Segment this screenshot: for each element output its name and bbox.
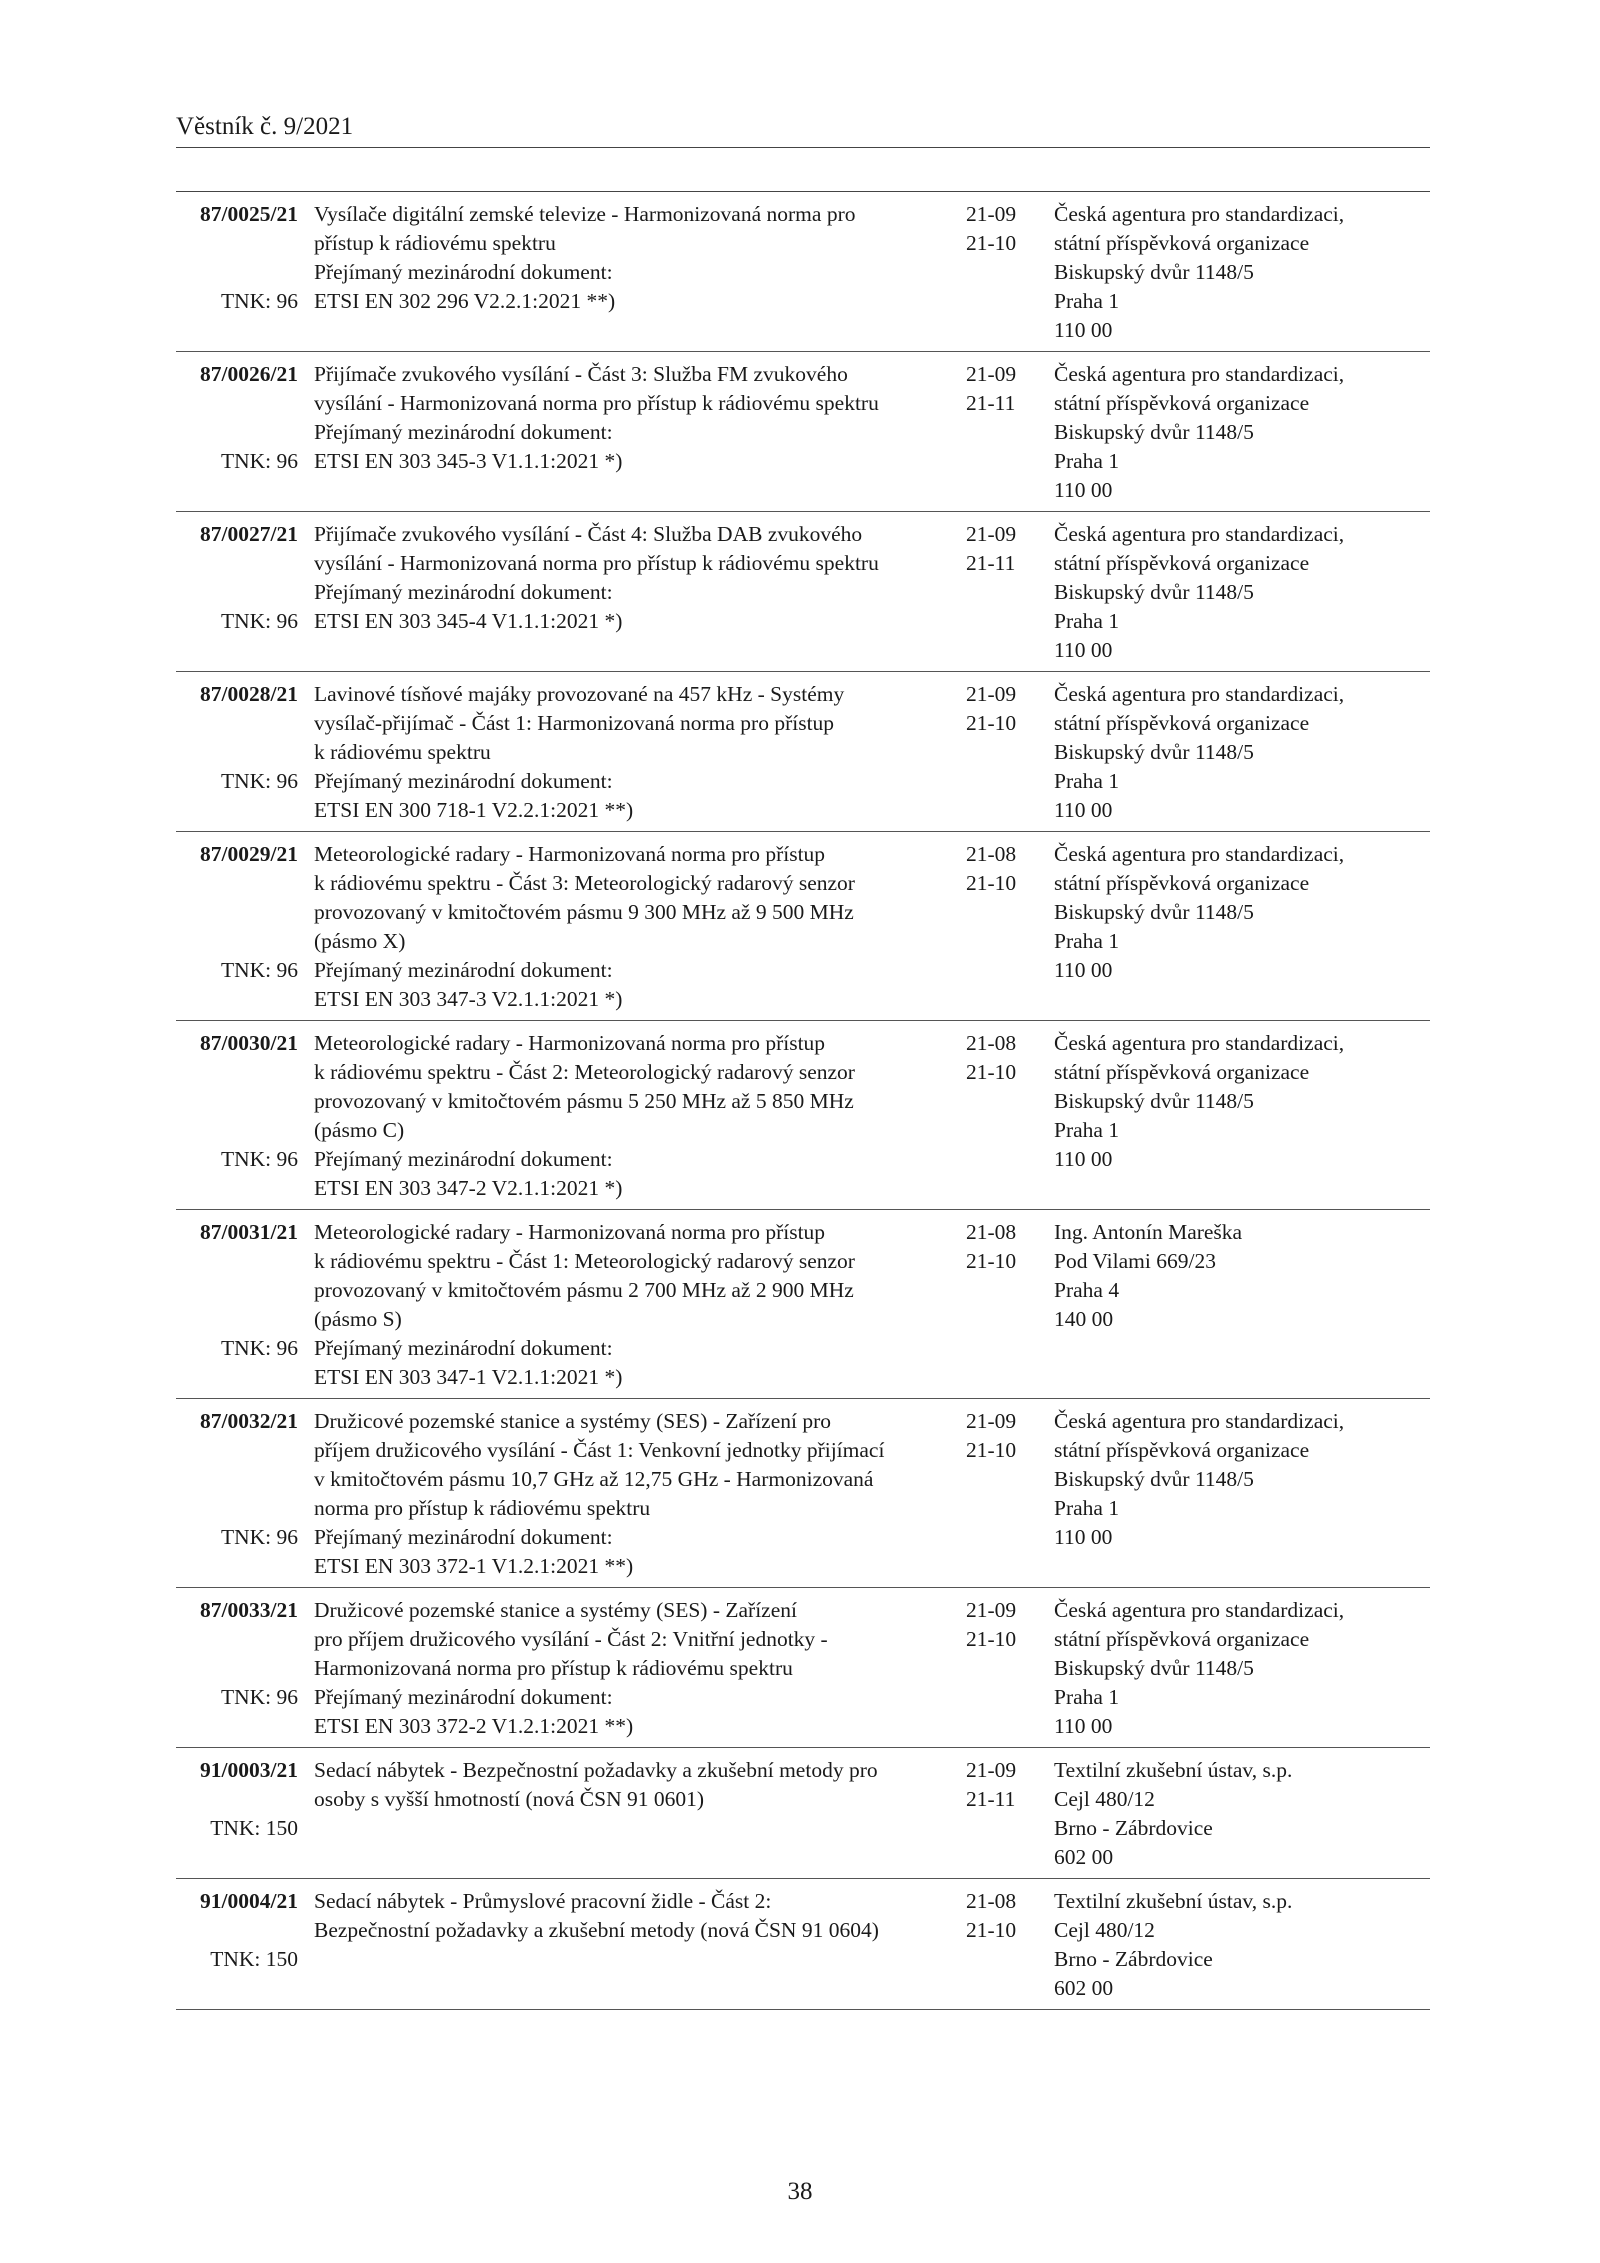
table-row xyxy=(176,832,1430,1021)
address-line: Praha 1 xyxy=(1054,769,1120,793)
norm-title-cell xyxy=(304,1887,963,2003)
norm-title-line: pro příjem družicového vysílání - Část 2: Vnitřní jednotky - xyxy=(314,1627,828,1651)
table-row xyxy=(176,1748,1430,1879)
norm-code: 91/0004/21 xyxy=(200,1889,298,1913)
processor-address-cell xyxy=(1054,1407,1430,1581)
norm-dates-cell xyxy=(963,1029,1054,1203)
processor-address-cell xyxy=(1054,840,1430,1014)
address-line: Biskupský dvůr 1148/5 xyxy=(1054,1467,1254,1491)
norm-title-line: Přejímaný mezinárodní dokument: xyxy=(314,1147,613,1171)
norm-date: 21-10 xyxy=(966,1627,1017,1651)
norm-title-cell xyxy=(304,360,963,505)
norm-title-line: provozovaný v kmitočtovém pásmu 2 700 MHz až 2 900 MHz xyxy=(314,1278,854,1302)
address-line: státní příspěvková organizace xyxy=(1054,551,1310,575)
norm-dates-cell xyxy=(963,680,1054,825)
processor-address-cell xyxy=(1054,1756,1430,1872)
norm-code-cell xyxy=(176,1887,304,2003)
tnk-number: TNK: 96 xyxy=(220,289,298,313)
norm-dates-cell xyxy=(963,1596,1054,1741)
norm-dates-cell xyxy=(963,1407,1054,1581)
norm-title-line: Vysílače digitální zemské televize - Harmonizovaná norma pro xyxy=(314,202,856,226)
address-line: Česká agentura pro standardizaci, xyxy=(1054,522,1345,546)
tnk-number: TNK: 96 xyxy=(220,1685,298,1709)
norm-code: 87/0030/21 xyxy=(200,1031,298,1055)
norm-title-line: Meteorologické radary - Harmonizovaná norma pro přístup xyxy=(314,1220,826,1244)
norm-date: 21-09 xyxy=(966,522,1017,546)
table-row xyxy=(176,672,1430,832)
norm-title-cell xyxy=(304,680,963,825)
norm-title-line: Přejímaný mezinárodní dokument: xyxy=(314,1685,613,1709)
tnk-number: TNK: 96 xyxy=(220,1525,298,1549)
tnk-number: TNK: 96 xyxy=(220,1336,298,1360)
norm-title-line: ETSI EN 303 347-3 V2.1.1:2021 *) xyxy=(314,987,623,1011)
norm-dates-cell xyxy=(963,520,1054,665)
norm-title-line: k rádiovému spektru xyxy=(314,740,491,764)
norm-title-cell xyxy=(304,1218,963,1392)
address-line: Praha 1 xyxy=(1054,1496,1120,1520)
norm-date: 21-11 xyxy=(966,1787,1016,1811)
norm-code-cell xyxy=(176,1218,304,1392)
norm-title-line: Meteorologické radary - Harmonizovaná norma pro přístup xyxy=(314,1031,826,1055)
norm-date: 21-09 xyxy=(966,1598,1017,1622)
norm-title-cell xyxy=(304,1407,963,1581)
address-line: Česká agentura pro standardizaci, xyxy=(1054,682,1345,706)
processor-address-cell xyxy=(1054,1887,1430,2003)
norm-title-cell xyxy=(304,200,963,345)
address-line: Praha 1 xyxy=(1054,449,1120,473)
norm-dates-cell xyxy=(963,840,1054,1014)
address-line: Brno - Zábrdovice xyxy=(1054,1947,1213,1971)
address-line: státní příspěvková organizace xyxy=(1054,871,1310,895)
address-line: Biskupský dvůr 1148/5 xyxy=(1054,900,1254,924)
norm-title-line: ETSI EN 303 372-2 V1.2.1:2021 **) xyxy=(314,1714,634,1738)
address-line: státní příspěvková organizace xyxy=(1054,711,1310,735)
norm-date: 21-08 xyxy=(966,1031,1017,1055)
table-row xyxy=(176,192,1430,352)
norm-date: 21-09 xyxy=(966,362,1017,386)
address-line: Česká agentura pro standardizaci, xyxy=(1054,1031,1345,1055)
address-line: Česká agentura pro standardizaci, xyxy=(1054,362,1345,386)
norm-date: 21-09 xyxy=(966,682,1017,706)
processor-address-cell xyxy=(1054,1029,1430,1203)
address-line: státní příspěvková organizace xyxy=(1054,1060,1310,1084)
norm-title-line: Přejímaný mezinárodní dokument: xyxy=(314,420,613,444)
tnk-number: TNK: 96 xyxy=(220,1147,298,1171)
norm-title-line: příjem družicového vysílání - Část 1: Venkovní jednotky přijímací xyxy=(314,1438,885,1462)
norm-date: 21-08 xyxy=(966,1220,1017,1244)
processor-address-cell xyxy=(1054,520,1430,665)
norm-code-cell xyxy=(176,520,304,665)
norm-title-line: Družicové pozemské stanice a systémy (SES) - Zařízení pro xyxy=(314,1409,832,1433)
norm-code-cell xyxy=(176,1756,304,1872)
address-line: státní příspěvková organizace xyxy=(1054,1627,1310,1651)
norm-dates-cell xyxy=(963,360,1054,505)
norm-title-line: ETSI EN 303 347-1 V2.1.1:2021 *) xyxy=(314,1365,623,1389)
norm-title-cell xyxy=(304,840,963,1014)
norm-title-line: k rádiovému spektru - Část 1: Meteorologický radarový senzor xyxy=(314,1249,855,1273)
address-line: Česká agentura pro standardizaci, xyxy=(1054,202,1345,226)
norm-date: 21-11 xyxy=(966,551,1016,575)
norm-title-line: ETSI EN 303 372-1 V1.2.1:2021 **) xyxy=(314,1554,634,1578)
address-line: státní příspěvková organizace xyxy=(1054,391,1310,415)
norm-code: 91/0003/21 xyxy=(200,1758,298,1782)
address-line: Brno - Zábrdovice xyxy=(1054,1816,1213,1840)
address-line: 110 00 xyxy=(1054,798,1113,822)
table-row xyxy=(176,1210,1430,1399)
norm-date: 21-09 xyxy=(966,1409,1017,1433)
norm-code: 87/0026/21 xyxy=(200,362,298,386)
address-line: Cejl 480/12 xyxy=(1054,1787,1155,1811)
norm-dates-cell xyxy=(963,1218,1054,1392)
address-line: 602 00 xyxy=(1054,1845,1114,1869)
table-row xyxy=(176,1879,1430,2010)
address-line: Praha 1 xyxy=(1054,609,1120,633)
address-line: Biskupský dvůr 1148/5 xyxy=(1054,260,1254,284)
address-line: 110 00 xyxy=(1054,1525,1113,1549)
norm-date: 21-10 xyxy=(966,1060,1017,1084)
norm-code: 87/0027/21 xyxy=(200,522,298,546)
address-line: 110 00 xyxy=(1054,638,1113,662)
norm-dates-cell xyxy=(963,200,1054,345)
norm-title-line: Přejímaný mezinárodní dokument: xyxy=(314,769,613,793)
norm-dates-cell xyxy=(963,1887,1054,2003)
address-line: 110 00 xyxy=(1054,1714,1113,1738)
norm-title-cell xyxy=(304,520,963,665)
norm-title-line: (pásmo S) xyxy=(314,1307,402,1331)
address-line: Textilní zkušební ústav, s.p. xyxy=(1054,1889,1293,1913)
address-line: Praha 1 xyxy=(1054,1118,1120,1142)
norm-title-line: Přijímače zvukového vysílání - Část 4: Služba DAB zvukového xyxy=(314,522,863,546)
norm-date: 21-11 xyxy=(966,391,1016,415)
norm-date: 21-08 xyxy=(966,842,1017,866)
address-line: Pod Vilami 669/23 xyxy=(1054,1249,1216,1273)
norm-title-line: vysílač-přijímač - Část 1: Harmonizovaná norma pro přístup xyxy=(314,711,835,735)
address-line: Cejl 480/12 xyxy=(1054,1918,1155,1942)
norm-code: 87/0032/21 xyxy=(200,1409,298,1433)
tnk-number: TNK: 150 xyxy=(210,1816,298,1840)
address-line: Biskupský dvůr 1148/5 xyxy=(1054,740,1254,764)
table-row xyxy=(176,352,1430,512)
address-line: Biskupský dvůr 1148/5 xyxy=(1054,420,1254,444)
table-row xyxy=(176,1588,1430,1748)
processor-address-cell xyxy=(1054,1596,1430,1741)
address-line: Textilní zkušební ústav, s.p. xyxy=(1054,1758,1293,1782)
norm-title-line: ETSI EN 303 345-3 V1.1.1:2021 *) xyxy=(314,449,623,473)
tnk-number: TNK: 96 xyxy=(220,958,298,982)
address-line: 110 00 xyxy=(1054,478,1113,502)
norm-title-line: Přejímaný mezinárodní dokument: xyxy=(314,260,613,284)
processor-address-cell xyxy=(1054,200,1430,345)
address-line: Praha 1 xyxy=(1054,289,1120,313)
norm-title-line: ETSI EN 303 347-2 V2.1.1:2021 *) xyxy=(314,1176,623,1200)
norm-date: 21-10 xyxy=(966,1249,1017,1273)
norm-title-line: k rádiovému spektru - Část 2: Meteorologický radarový senzor xyxy=(314,1060,855,1084)
norm-code-cell xyxy=(176,840,304,1014)
address-line: státní příspěvková organizace xyxy=(1054,231,1310,255)
norm-title-line: Přejímaný mezinárodní dokument: xyxy=(314,580,613,604)
address-line: Biskupský dvůr 1148/5 xyxy=(1054,1656,1254,1680)
tnk-number: TNK: 96 xyxy=(220,769,298,793)
address-line: Biskupský dvůr 1148/5 xyxy=(1054,580,1254,604)
norm-title-line: Meteorologické radary - Harmonizovaná norma pro přístup xyxy=(314,842,826,866)
address-line: 110 00 xyxy=(1054,958,1113,982)
norm-code: 87/0025/21 xyxy=(200,202,298,226)
norm-title-line: vysílání - Harmonizovaná norma pro přístup k rádiovému spektru xyxy=(314,551,879,575)
norm-title-line: Přijímače zvukového vysílání - Část 3: Služba FM zvukového xyxy=(314,362,848,386)
address-line: 110 00 xyxy=(1054,318,1113,342)
tnk-number: TNK: 96 xyxy=(220,609,298,633)
address-line: Česká agentura pro standardizaci, xyxy=(1054,842,1345,866)
norm-title-line: Lavinové tísňové majáky provozované na 457 kHz - Systémy xyxy=(314,682,845,706)
norm-date: 21-10 xyxy=(966,711,1017,735)
norm-title-line: Přejímaný mezinárodní dokument: xyxy=(314,958,613,982)
norm-dates-cell xyxy=(963,1756,1054,1872)
norm-title-line: (pásmo X) xyxy=(314,929,406,953)
norm-title-line: Bezpečnostní požadavky a zkušební metody (nová ČSN 91 0604) xyxy=(314,1918,879,1942)
address-line: Praha 4 xyxy=(1054,1278,1120,1302)
address-line: Praha 1 xyxy=(1054,929,1120,953)
norm-title-line: Harmonizovaná norma pro přístup k rádiovému spektru xyxy=(314,1656,793,1680)
norm-title-line: k rádiovému spektru - Část 3: Meteorologický radarový senzor xyxy=(314,871,855,895)
norm-title-line: ETSI EN 303 345-4 V1.1.1:2021 *) xyxy=(314,609,623,633)
norm-code-cell xyxy=(176,680,304,825)
table-row xyxy=(176,1021,1430,1210)
journal-title: Věstník č. 9/2021 xyxy=(176,113,354,140)
norm-title-cell xyxy=(304,1029,963,1203)
address-line: Česká agentura pro standardizaci, xyxy=(1054,1598,1345,1622)
norm-title-cell xyxy=(304,1596,963,1741)
address-line: 602 00 xyxy=(1054,1976,1114,2000)
norm-code: 87/0029/21 xyxy=(200,842,298,866)
processor-address-cell xyxy=(1054,680,1430,825)
tnk-number: TNK: 96 xyxy=(220,449,298,473)
table-row xyxy=(176,512,1430,672)
norm-title-cell xyxy=(304,1756,963,1872)
norm-code-cell xyxy=(176,200,304,345)
norm-date: 21-10 xyxy=(966,1438,1017,1462)
norm-code: 87/0028/21 xyxy=(200,682,298,706)
journal-header xyxy=(176,113,1430,148)
address-line: 110 00 xyxy=(1054,1147,1113,1171)
norm-date: 21-09 xyxy=(966,1758,1017,1782)
address-line: státní příspěvková organizace xyxy=(1054,1438,1310,1462)
norm-date: 21-08 xyxy=(966,1889,1017,1913)
norm-title-line: ETSI EN 302 296 V2.2.1:2021 **) xyxy=(314,289,616,313)
standards-table xyxy=(176,191,1430,2010)
norm-title-line: vysílání - Harmonizovaná norma pro přístup k rádiovému spektru xyxy=(314,391,879,415)
norm-title-line: v kmitočtovém pásmu 10,7 GHz až 12,75 GHz - Harmonizovaná xyxy=(314,1467,874,1491)
norm-date: 21-10 xyxy=(966,1918,1017,1942)
norm-title-line: osoby s vyšší hmotností (nová ČSN 91 0601) xyxy=(314,1787,705,1811)
processor-address-cell xyxy=(1054,360,1430,505)
table-row xyxy=(176,1399,1430,1588)
norm-code-cell xyxy=(176,360,304,505)
norm-title-line: Sedací nábytek - Průmyslové pracovní židle - Část 2: xyxy=(314,1889,772,1913)
norm-code-cell xyxy=(176,1407,304,1581)
norm-title-line: Přejímaný mezinárodní dokument: xyxy=(314,1525,613,1549)
norm-code-cell xyxy=(176,1029,304,1203)
norm-code: 87/0031/21 xyxy=(200,1220,298,1244)
page-footer xyxy=(0,2178,1600,2206)
norm-title-line: přístup k rádiovému spektru xyxy=(314,231,556,255)
norm-title-line: Družicové pozemské stanice a systémy (SES) - Zařízení xyxy=(314,1598,797,1622)
norm-title-line: provozovaný v kmitočtovém pásmu 5 250 MHz až 5 850 MHz xyxy=(314,1089,854,1113)
address-line: Ing. Antonín Mareška xyxy=(1054,1220,1243,1244)
address-line: 140 00 xyxy=(1054,1307,1114,1331)
norm-title-line: norma pro přístup k rádiovému spektru xyxy=(314,1496,651,1520)
address-line: Praha 1 xyxy=(1054,1685,1120,1709)
processor-address-cell xyxy=(1054,1218,1430,1392)
address-line: Biskupský dvůr 1148/5 xyxy=(1054,1089,1254,1113)
norm-title-line: Přejímaný mezinárodní dokument: xyxy=(314,1336,613,1360)
norm-date: 21-10 xyxy=(966,871,1017,895)
address-line: Česká agentura pro standardizaci, xyxy=(1054,1409,1345,1433)
norm-date: 21-09 xyxy=(966,202,1017,226)
norm-code: 87/0033/21 xyxy=(200,1598,298,1622)
norm-title-line: provozovaný v kmitočtovém pásmu 9 300 MHz až 9 500 MHz xyxy=(314,900,854,924)
norm-title-line: Sedací nábytek - Bezpečnostní požadavky a zkušební metody pro xyxy=(314,1758,878,1782)
page-number: 38 xyxy=(787,2178,813,2205)
norm-title-line: ETSI EN 300 718-1 V2.2.1:2021 **) xyxy=(314,798,634,822)
norm-title-line: (pásmo C) xyxy=(314,1118,405,1142)
tnk-number: TNK: 150 xyxy=(210,1947,298,1971)
norm-date: 21-10 xyxy=(966,231,1017,255)
norm-code-cell xyxy=(176,1596,304,1741)
